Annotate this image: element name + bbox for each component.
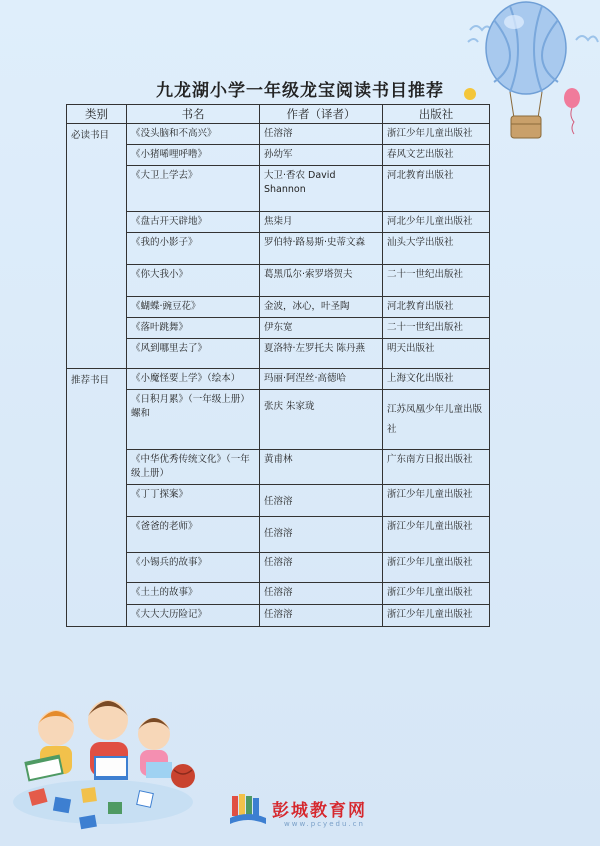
book-publisher: 河北教育出版社 bbox=[383, 166, 490, 212]
book-title: 《你大我小》 bbox=[127, 265, 260, 297]
book-list-table bbox=[66, 104, 490, 627]
book-title: 《小魔怪要上学》（绘本） bbox=[127, 369, 260, 390]
book-publisher: 浙江少年儿童出版社 bbox=[383, 553, 490, 583]
book-title: 《爸爸的老师》 bbox=[127, 517, 260, 553]
book-author: 任溶溶 bbox=[260, 583, 383, 605]
book-title: 《日积月累》（一年级上册）螺和 bbox=[127, 390, 260, 450]
table-row bbox=[67, 166, 490, 212]
header-author: 作者（译者） bbox=[260, 105, 383, 124]
book-publisher: 浙江少年儿童出版社 bbox=[383, 517, 490, 553]
book-publisher: 浙江少年儿童出版社 bbox=[383, 583, 490, 605]
book-author: 玛丽·阿涅丝·高德哈 bbox=[260, 369, 383, 390]
book-author: 焦柒月 bbox=[260, 212, 383, 233]
site-logo-url: www.pcyedu.cn bbox=[284, 820, 365, 828]
reading-kids-illustration bbox=[8, 690, 208, 840]
book-publisher: 浙江少年儿童出版社 bbox=[383, 485, 490, 517]
table-row bbox=[67, 450, 490, 485]
table-row bbox=[67, 212, 490, 233]
book-author: 任溶溶 bbox=[260, 605, 383, 627]
book-author: 任溶溶 bbox=[260, 553, 383, 583]
book-publisher: 广东南方日报出版社 bbox=[383, 450, 490, 485]
book-author: 孙幼军 bbox=[260, 145, 383, 166]
book-publisher: 二十一世纪出版社 bbox=[383, 265, 490, 297]
book-author: 黄甫林 bbox=[260, 450, 383, 485]
book-title: 《小猪唏哩呼噜》 bbox=[127, 145, 260, 166]
table-row bbox=[67, 124, 490, 145]
book-author: 任溶溶 bbox=[260, 485, 383, 517]
book-title: 《盘古开天辟地》 bbox=[127, 212, 260, 233]
table-header-row bbox=[67, 105, 490, 124]
book-publisher: 二十一世纪出版社 bbox=[383, 318, 490, 339]
table-row bbox=[67, 339, 490, 369]
header-category: 类别 bbox=[67, 105, 127, 124]
table-row bbox=[67, 369, 490, 390]
book-author: 张庆 朱家珑 bbox=[260, 390, 383, 450]
book-publisher: 汕头大学出版社 bbox=[383, 233, 490, 265]
book-title: 《我的小影子》 bbox=[127, 233, 260, 265]
header-publisher: 出版社 bbox=[383, 105, 490, 124]
book-publisher: 明天出版社 bbox=[383, 339, 490, 369]
book-author: 大卫·香农 David Shannon bbox=[260, 166, 383, 212]
book-publisher: 浙江少年儿童出版社 bbox=[383, 605, 490, 627]
book-title: 《风到哪里去了》 bbox=[127, 339, 260, 369]
table-row bbox=[67, 485, 490, 517]
header-book: 书名 bbox=[127, 105, 260, 124]
table-row bbox=[67, 297, 490, 318]
book-title: 《大卫上学去》 bbox=[127, 166, 260, 212]
table-row bbox=[67, 605, 490, 627]
book-publisher: 春风文艺出版社 bbox=[383, 145, 490, 166]
table-row bbox=[67, 145, 490, 166]
table-row bbox=[67, 390, 490, 450]
table-row bbox=[67, 553, 490, 583]
category-recommended: 推荐书目 bbox=[67, 369, 127, 627]
book-title: 《小锡兵的故事》 bbox=[127, 553, 260, 583]
book-publisher: 江苏凤凰少年儿童出版社 bbox=[383, 390, 490, 450]
book-title: 《中华优秀传统文化》（一年级上册） bbox=[127, 450, 260, 485]
book-title: 《丁丁探案》 bbox=[127, 485, 260, 517]
book-author: 任溶溶 bbox=[260, 124, 383, 145]
book-publisher: 河北教育出版社 bbox=[383, 297, 490, 318]
book-author: 罗伯特·路易斯·史蒂文森 bbox=[260, 233, 383, 265]
book-author: 夏洛特·左罗托夫 陈丹燕 bbox=[260, 339, 383, 369]
table-row bbox=[67, 583, 490, 605]
page-title: 九龙湖小学一年级龙宝阅读书目推荐 bbox=[156, 81, 444, 101]
book-title: 《落叶跳舞》 bbox=[127, 318, 260, 339]
book-author: 金波，冰心，叶圣陶 bbox=[260, 297, 383, 318]
table-row bbox=[67, 318, 490, 339]
book-title: 《没头脑和不高兴》 bbox=[127, 124, 260, 145]
table-row bbox=[67, 517, 490, 553]
book-title: 《蝴蝶·豌豆花》 bbox=[127, 297, 260, 318]
book-logo-icon bbox=[228, 790, 268, 830]
book-author: 任溶溶 bbox=[260, 517, 383, 553]
table-row bbox=[67, 265, 490, 297]
category-required: 必读书目 bbox=[67, 124, 127, 369]
book-publisher: 上海文化出版社 bbox=[383, 369, 490, 390]
book-title: 《土土的故事》 bbox=[127, 583, 260, 605]
book-author: 伊东宽 bbox=[260, 318, 383, 339]
site-logo-name: 彭城教育网 bbox=[272, 801, 367, 821]
book-publisher: 河北少年儿童出版社 bbox=[383, 212, 490, 233]
book-publisher: 浙江少年儿童出版社 bbox=[383, 124, 490, 145]
book-author: 葛黑瓜尔·索罗塔贺夫 bbox=[260, 265, 383, 297]
table-row bbox=[67, 233, 490, 265]
book-title: 《大大大历险记》 bbox=[127, 605, 260, 627]
